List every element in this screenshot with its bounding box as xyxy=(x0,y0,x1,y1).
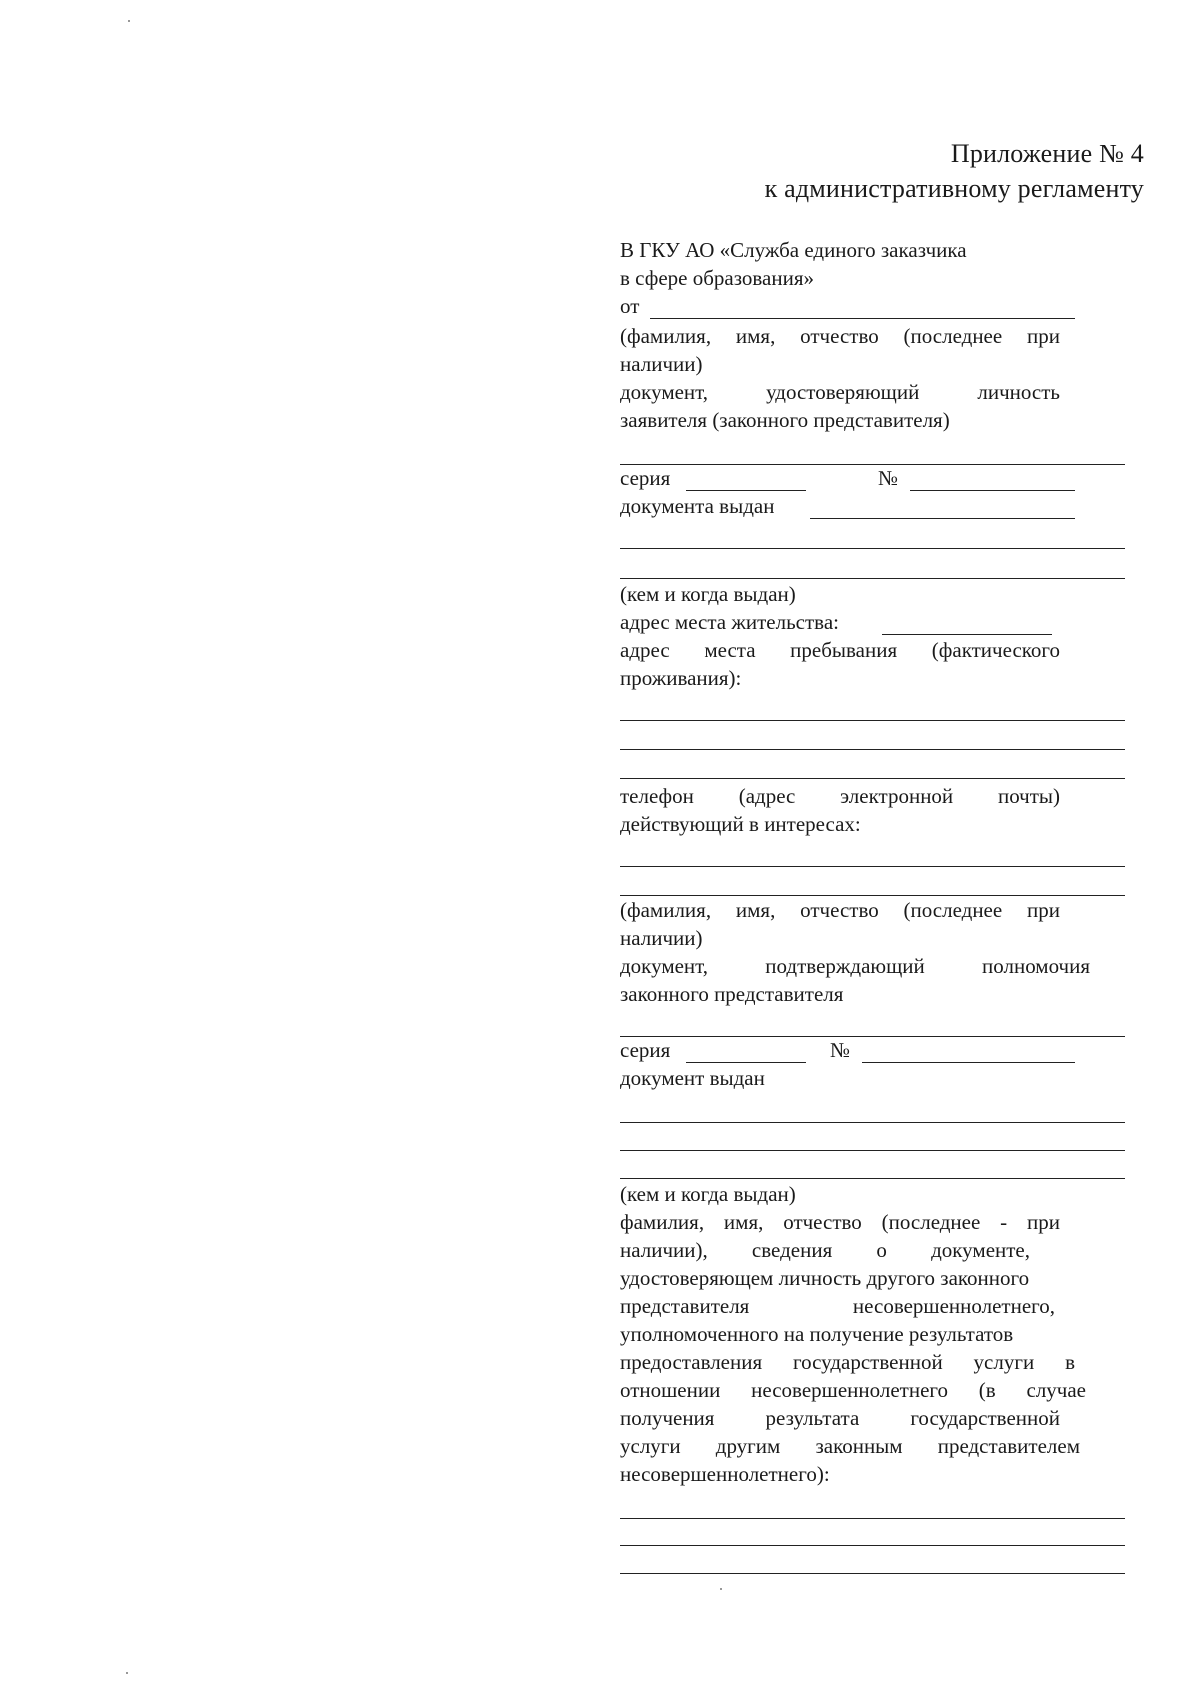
series-fill-line[interactable] xyxy=(686,490,806,491)
other-rep-line-7: отношении несовершеннолетнего (в случае xyxy=(620,1378,1086,1402)
issued-fill-line[interactable] xyxy=(810,518,1075,519)
authority-doc-label-cont: законного представителя xyxy=(620,982,844,1006)
other-rep-fill-line-1[interactable] xyxy=(620,1518,1125,1519)
addressee-line-2: в сфере образования» xyxy=(620,266,815,290)
appendix-number: Приложение № 4 xyxy=(950,139,1144,168)
issued-label-2: документ выдан xyxy=(620,1066,765,1090)
issued-2-fill-line-1[interactable] xyxy=(620,1122,1125,1123)
issued-hint: (кем и когда выдан) xyxy=(620,582,796,606)
stay-label-cont: проживания): xyxy=(620,666,742,690)
other-rep-line-3: удостоверяющем личность другого законного xyxy=(620,1266,1030,1290)
authority-doc-fill-line[interactable] xyxy=(620,1036,1125,1037)
stay-label: адрес места пребывания (фактического xyxy=(620,638,1060,662)
from-label: от xyxy=(620,294,640,318)
acting-label: действующий в интересах: xyxy=(620,812,861,836)
appendix-header xyxy=(765,136,1144,206)
number-fill-line-2[interactable] xyxy=(862,1062,1075,1063)
acting-fill-line-1[interactable] xyxy=(620,866,1125,867)
other-rep-fill-line-2[interactable] xyxy=(620,1545,1125,1546)
number-label: № xyxy=(878,466,899,490)
residence-fill-line[interactable] xyxy=(882,634,1052,635)
other-rep-line-2: наличии), сведения о документе, xyxy=(620,1238,1030,1262)
number-label-2: № xyxy=(830,1038,851,1062)
from-fill-line[interactable] xyxy=(650,318,1075,319)
issued-hint-2: (кем и когда выдан) xyxy=(620,1182,796,1206)
stay-fill-line-2[interactable] xyxy=(620,749,1125,750)
other-rep-fill-line-3[interactable] xyxy=(620,1573,1125,1574)
other-rep-line-8: получения результата государственной xyxy=(620,1406,1060,1430)
issued-label: документа выдан xyxy=(620,494,775,518)
other-rep-line-4: представителя несовершеннолетнего, xyxy=(620,1294,1055,1318)
authority-doc-label: документ, подтверждающий полномочия xyxy=(620,954,1090,978)
stay-fill-line-3[interactable] xyxy=(620,778,1125,779)
other-rep-line-5: уполномоченного на получение результатов xyxy=(620,1322,1014,1346)
other-rep-line-6: предоставления государственной услуги в xyxy=(620,1350,1075,1374)
represented-fio-hint: (фамилия, имя, отчество (последнее при xyxy=(620,898,1060,922)
series-label-2: серия xyxy=(620,1038,671,1062)
issued-2-fill-line-3[interactable] xyxy=(620,1178,1125,1179)
appendix-reference: к административному регламенту xyxy=(764,174,1144,203)
scan-speck xyxy=(126,1672,128,1674)
scan-speck xyxy=(720,1588,722,1590)
phone-label: телефон (адрес электронной почты) xyxy=(620,784,1060,808)
represented-fio-hint-cont: наличии) xyxy=(620,926,703,950)
stay-fill-line-1[interactable] xyxy=(620,720,1125,721)
issued-fill-line-3[interactable] xyxy=(620,578,1125,579)
other-rep-line-10: несовершеннолетнего): xyxy=(620,1462,830,1486)
addressee-line-1: В ГКУ АО «Служба единого заказчика xyxy=(620,238,967,262)
applicant-doc-label-cont: заявителя (законного представителя) xyxy=(620,408,950,432)
other-rep-line-1: фамилия, имя, отчество (последнее - при xyxy=(620,1210,1060,1234)
applicant-doc-fill-line[interactable] xyxy=(620,464,1125,465)
issued-2-fill-line-2[interactable] xyxy=(620,1150,1125,1151)
number-fill-line[interactable] xyxy=(910,490,1075,491)
other-rep-line-9: услуги другим законным представителем xyxy=(620,1434,1080,1458)
series-label: серия xyxy=(620,466,671,490)
scan-speck xyxy=(128,20,130,22)
residence-label: адрес места жительства: xyxy=(620,610,839,634)
series-fill-line-2[interactable] xyxy=(686,1062,806,1063)
issued-fill-line-2[interactable] xyxy=(620,548,1125,549)
applicant-fio-hint: (фамилия, имя, отчество (последнее при xyxy=(620,324,1060,348)
applicant-fio-hint-cont: наличии) xyxy=(620,352,703,376)
applicant-doc-label: документ, удостоверяющий личность xyxy=(620,380,1060,404)
